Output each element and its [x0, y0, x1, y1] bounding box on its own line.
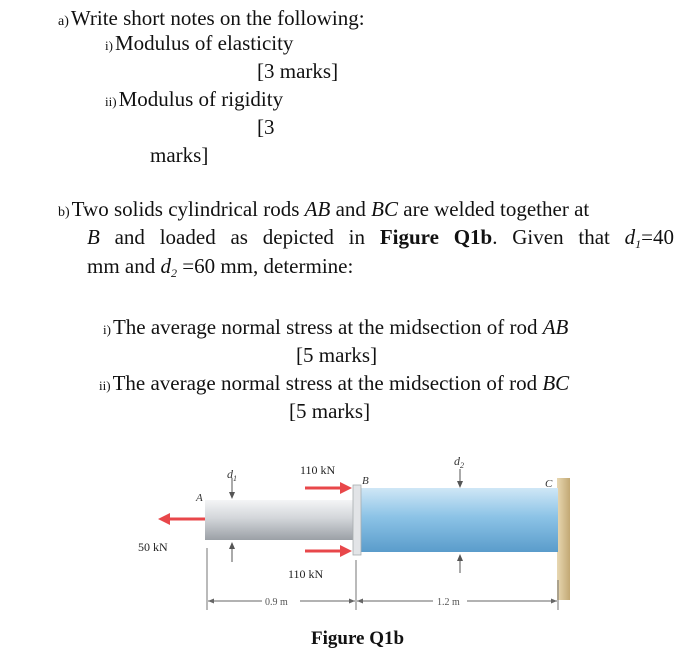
- part-b-question-2-num: ii): [99, 378, 111, 393]
- fixed-wall: [557, 478, 570, 600]
- figure-caption: Figure Q1b: [311, 628, 405, 649]
- part-a-item-1-num: i): [105, 38, 113, 53]
- part-b-line-3-text-1: mm and: [87, 254, 161, 278]
- part-a-label: a): [58, 14, 69, 29]
- part-a-prompt: Write short notes on the following:: [70, 6, 365, 30]
- part-b-question-2-rod: BC: [542, 371, 570, 395]
- d1-top-arrowhead: [229, 492, 235, 499]
- dim-bc-arrow-left: [357, 599, 363, 604]
- d1-subscript: 1: [635, 237, 642, 251]
- part-b-question-1-marks: [5 marks]: [296, 343, 378, 367]
- label-d1: $d_1$: [227, 467, 237, 483]
- part-b-line-2-text-3: =40: [641, 225, 674, 249]
- d2-bottom-arrowhead: [457, 554, 463, 561]
- part-b-line-2-text-1: and loaded as depicted in: [99, 225, 380, 249]
- label-1-2m: 1.2 m: [437, 597, 460, 608]
- part-b-line-1-text-1: Two solids cylindrical rods: [71, 197, 305, 221]
- part-b-line-1-text-3: are welded together at: [398, 197, 590, 221]
- part-b-question-1-rod: AB: [542, 315, 569, 339]
- part-b-line-2-text-2: . Given that: [492, 225, 625, 249]
- part-a-item-1-text: Modulus of elasticity: [114, 31, 294, 55]
- dim-ab-arrow-left: [208, 599, 214, 604]
- weld-flange-b: [353, 485, 361, 555]
- load-50kn-arrowhead: [158, 513, 170, 525]
- figure-ref: Figure Q1b: [379, 225, 493, 249]
- part-b-question-2-marks: [5 marks]: [289, 399, 371, 423]
- rod-bc-ref: BC: [371, 197, 398, 221]
- load-50kn-arrow: [158, 513, 205, 525]
- label-50kn: 50 kN: [138, 540, 168, 554]
- load-110kn-bottom-arrow: [305, 545, 352, 557]
- part-b-question-2-text: The average normal stress at the midsection of rod: [112, 371, 543, 395]
- part-b-line-3-text-2: =60 mm, determine:: [177, 254, 354, 278]
- part-b-label: b): [58, 205, 70, 220]
- part-b-question-1-num: i): [103, 322, 111, 337]
- label-110kn-top: 110 kN: [300, 463, 336, 477]
- label-b: B: [362, 475, 369, 487]
- load-110kn-top-arrow: [305, 482, 352, 494]
- d2-symbol: d: [160, 254, 171, 278]
- d1-bottom-arrowhead: [229, 542, 235, 549]
- part-a-item-2-marks-1: [3: [257, 115, 275, 139]
- label-a: A: [196, 492, 203, 504]
- joint-b-ref: B: [87, 225, 100, 249]
- part-b-question-1-text: The average normal stress at the midsection of rod: [112, 315, 543, 339]
- part-b-line-1-text-2: and: [330, 197, 372, 221]
- part-a-item-2-text: Modulus of rigidity: [118, 87, 284, 111]
- label-110kn-bottom: 110 kN: [288, 567, 324, 581]
- label-0-9m: 0.9 m: [265, 597, 288, 608]
- rod-bc: [360, 488, 558, 552]
- part-a-item-2-num: ii): [105, 94, 117, 109]
- d2-subscript: 2: [171, 266, 177, 280]
- label-c: C: [545, 478, 553, 490]
- load-110kn-top-arrowhead: [340, 482, 352, 494]
- dim-ab-arrow-right: [349, 599, 355, 604]
- load-110kn-bottom-arrowhead: [340, 545, 352, 557]
- dim-bc-arrow-right: [551, 599, 557, 604]
- rod-ab-ref: AB: [304, 197, 331, 221]
- rod-ab: [205, 500, 355, 540]
- label-d2: $d_2$: [454, 454, 464, 470]
- d2-top-arrowhead: [457, 481, 463, 488]
- part-a-item-2-marks-2: marks]: [150, 143, 209, 167]
- part-a-item-1-marks: [3 marks]: [257, 59, 339, 83]
- d1-symbol: d: [624, 225, 636, 249]
